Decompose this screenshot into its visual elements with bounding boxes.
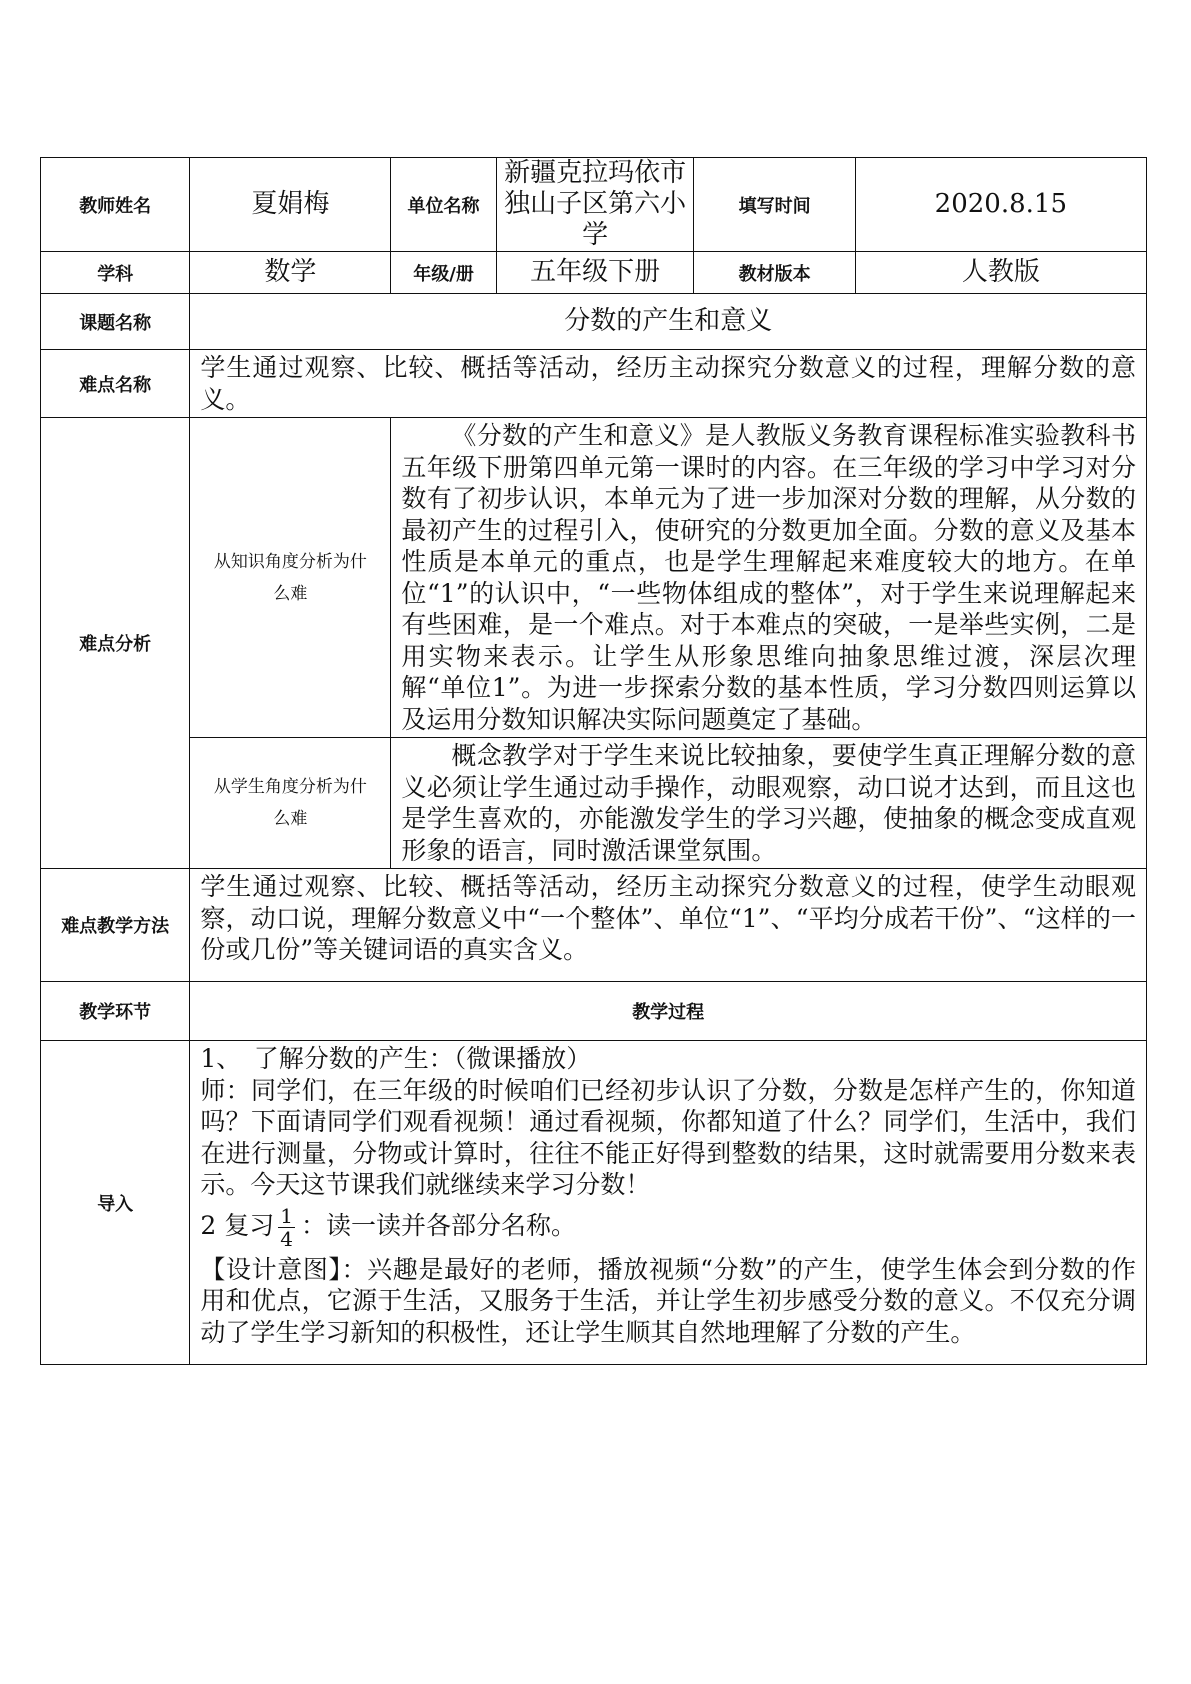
teacher-name-label: 教师姓名 [41,158,190,252]
fraction-denominator: 4 [280,1226,293,1251]
intro-line-1: 1、 了解分数的产生：（微课播放） [200,1044,592,1073]
intro-line-2: 师：同学们，在三年级的时候咱们已经初步认识了分数，分数是怎样产生的，你知道吗？下面请同学们观看视频！通过看视频，你都知道了什么？同学们，生活中，我们在进行测量，分物或计算时，往往不能正好得到整数的结果，这时就需要用分数来表示。今天这节课我们就继续来学习分数！ [200,1075,1136,1199]
intro-label: 导入 [41,1041,190,1365]
review-prefix: 2 复习 [200,1210,275,1240]
design-intent: 【设计意图】：兴趣是最好的老师，播放视频“分数”的产生，使学生体会到分数的作用和优点，它源于生活，又服务于生活，并让学生初步感受分数的意义。不仅充分调动了学生学习新知的积极性，还让学生顺其自然地理解了分数的产生。 [200,1254,1136,1347]
stage-header: 教学环节 [41,982,190,1041]
edition-value: 人教版 [855,252,1146,294]
knowledge-angle-text: 《分数的产生和意义》是人教版义务教育课程标准实验教科书五年级下册第四单元第一课时的内容。在三年级的学习中学习对分数有了初步认识，本单元为了进一步加深对分数的理解，从分数的最初产生的过程引入，使研究的分数更加全面。分数的意义及基本性质是本单元的重点，也是学生理解起来难度较大的地方。在单位“1”的认识中，“一些物体组成的整体”，对于学生来说理解起来有些困难，是一个难点。对于本难点的突破，一是举些实例，二是用实物来表示。让学生从形象思维向抽象思维过渡，深层次理解“单位1”。为进一步探索分数的基本性质，学习分数四则运算以及运用分数知识解决实际问题奠定了基础。 [391,418,1147,738]
analysis-knowledge-row [41,418,1147,738]
topic-value: 分数的产生和意义 [190,294,1147,350]
method-row [41,869,1147,982]
intro-content [190,1041,1147,1365]
subject-value: 数学 [190,252,391,294]
method-text: 学生通过观察、比较、概括等活动，经历主动探究分数意义的过程，使学生动眼观察，动口说，理解分数意义中“一个整体”、单位“1”、“平均分成若干份”、“这样的一份或几份”等关键词语的真实含义。 [190,869,1147,982]
topic-label: 课题名称 [41,294,190,350]
fill-time-value: 2020.8.15 [855,158,1146,252]
fraction-numerator: 1 [280,1203,293,1228]
header-row-1 [41,158,1147,252]
edition-label: 教材版本 [694,252,855,294]
analysis-label: 难点分析 [41,418,190,869]
intro-row [41,1041,1147,1365]
fill-time-label: 填写时间 [694,158,855,252]
knowledge-angle-label: 从知识角度分析为什么难 [190,418,391,738]
process-header-row [41,982,1147,1041]
header-row-2 [41,252,1147,294]
process-header: 教学过程 [190,982,1147,1041]
review-suffix: ：读一读并各部分名称。 [300,1210,576,1240]
unit-name-label: 单位名称 [391,158,496,252]
difficulty-row [41,350,1147,418]
lesson-table [40,157,1147,1365]
difficulty-label: 难点名称 [41,350,190,418]
difficulty-value: 学生通过观察、比较、概括等活动，经历主动探究分数意义的过程，理解分数的意义。 [190,350,1147,418]
analysis-student-row [41,738,1147,869]
fraction-one-quarter [278,1205,295,1250]
unit-name-value: 新疆克拉玛依市独山子区第六小学 [496,158,694,252]
review-line [200,1205,1136,1250]
topic-row [41,294,1147,350]
student-angle-text: 概念教学对于学生来说比较抽象，要使学生真正理解分数的意义必须让学生通过动手操作，动眼观察，动口说才达到，而且这也是学生喜欢的，亦能激发学生的学习兴趣，使抽象的概念变成直观形象的语言，同时激活课堂氛围。 [391,738,1147,869]
teacher-name-value: 夏娟梅 [190,158,391,252]
grade-label: 年级/册 [391,252,496,294]
method-label: 难点教学方法 [41,869,190,982]
grade-value: 五年级下册 [496,252,694,294]
student-angle-label: 从学生角度分析为什么难 [190,738,391,869]
subject-label: 学科 [41,252,190,294]
